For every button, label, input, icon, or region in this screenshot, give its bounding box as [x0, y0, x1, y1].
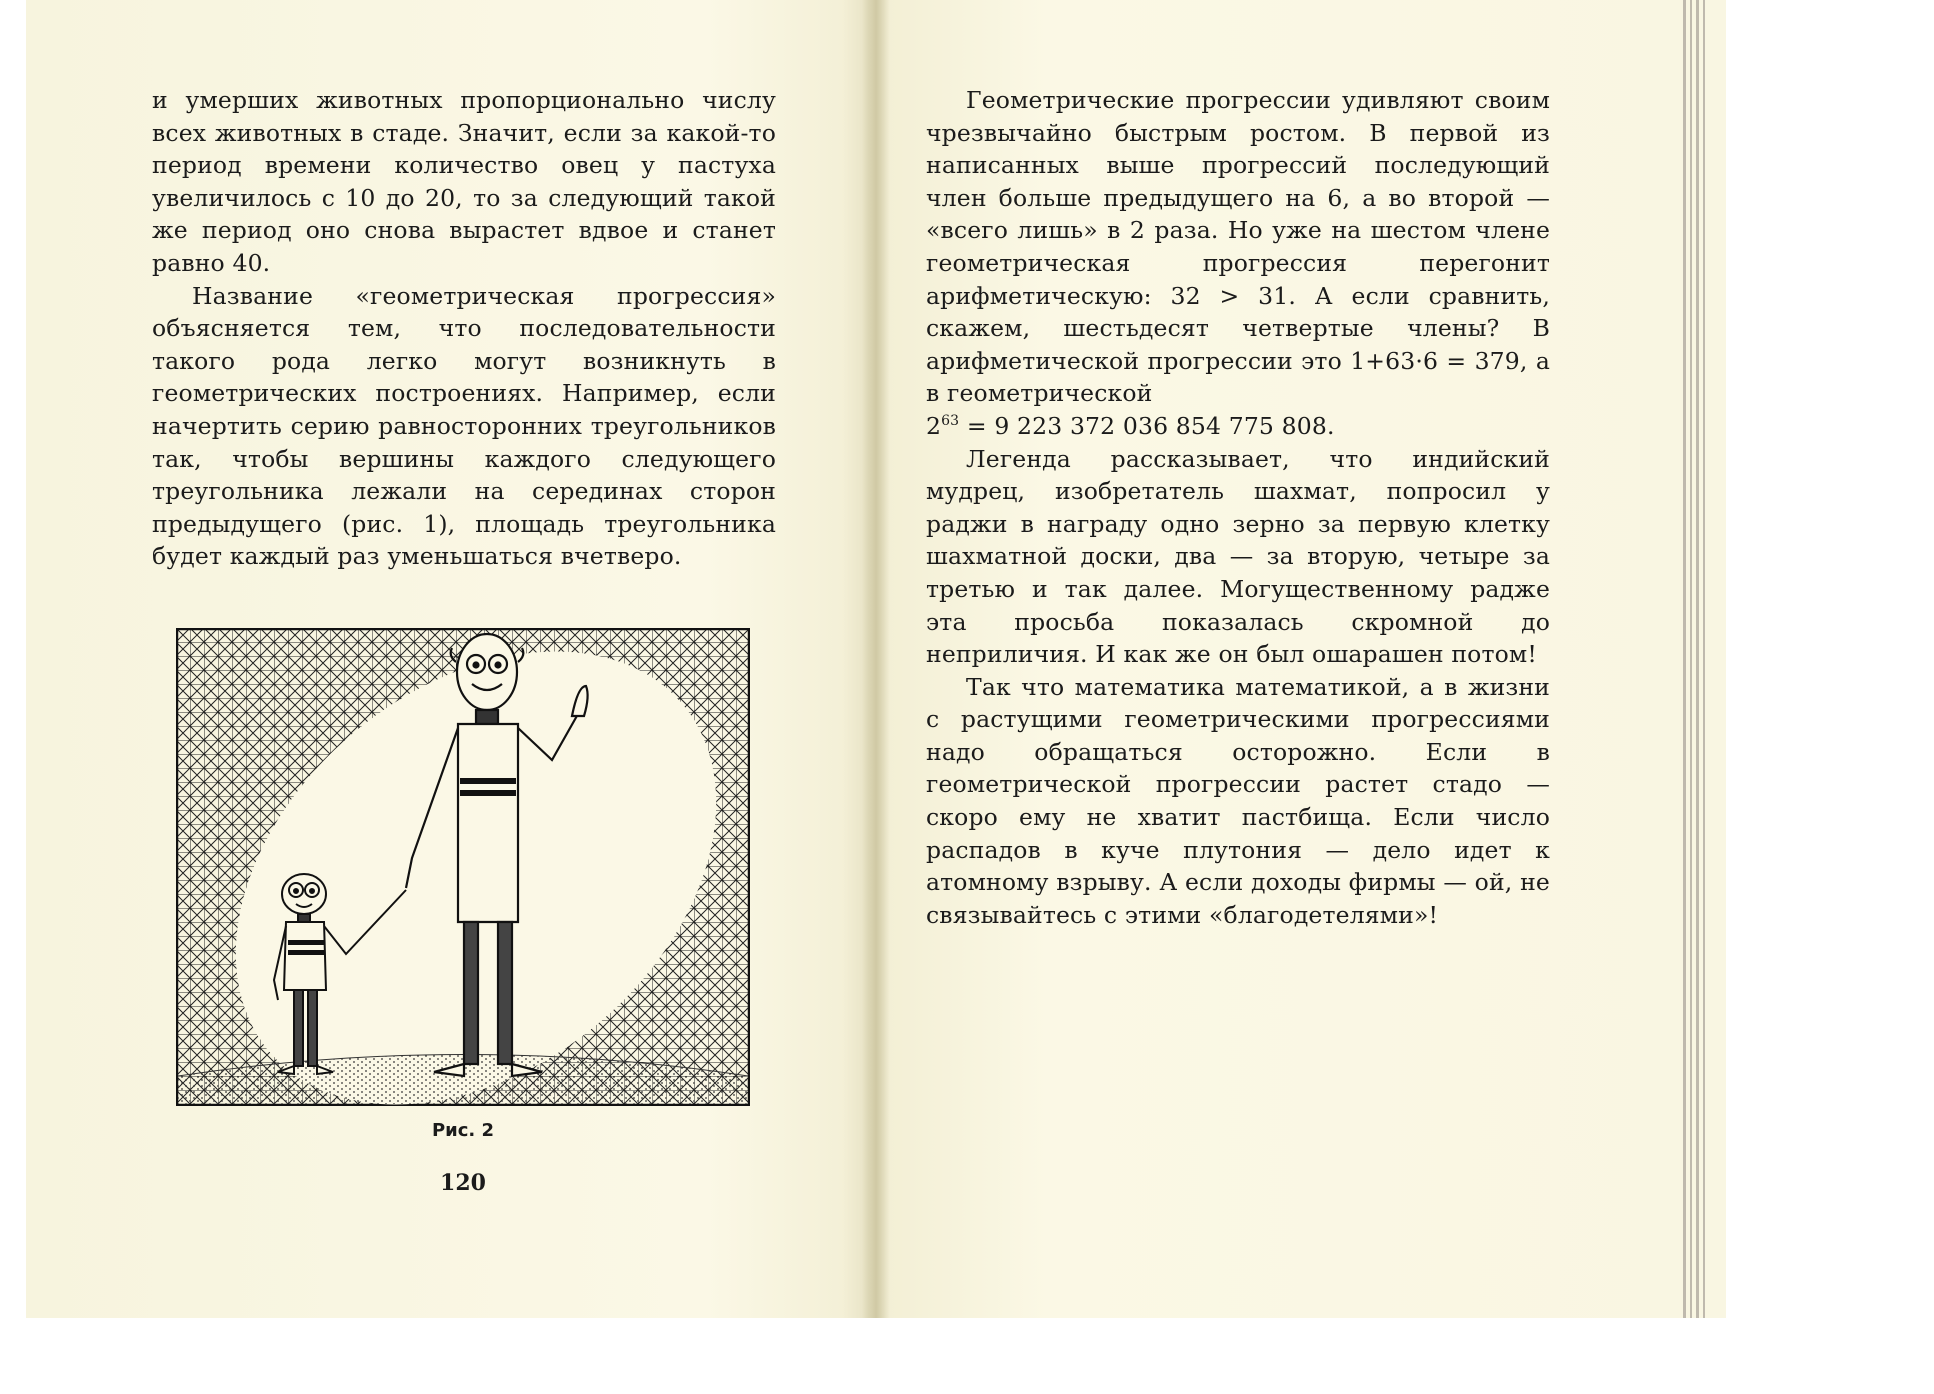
left-paragraph-1: и умерших животных пропорционально числу всех животных в стаде. Значит, если за какой-то период времени количество овец у пастуха увеличилось с 10 до 20, то за следующий такой же период оно снова вырастет вдвое и станет равно 40. [152, 86, 776, 277]
figure-caption: Рис. 2 [431, 1120, 495, 1141]
left-page-text [152, 84, 776, 573]
right-paragraph-3: Так что математика математикой, а в жизни с растущими геометрическими прогрессиями надо обращаться осторожно. Если в геометрической прогрессии растет стадо — скоро ему не хватит пастбища. Если число распадов в куче плутония — дело идет к атомному взрыву. А если доходы фирмы — ой, не связывайтесь с этими «благодетелями»! [926, 672, 1550, 929]
left-paragraph-2: Название «геометрическая прогрессия» объясняется тем, что последовательности такого рода легко могут возникнуть в геометрических построениях. Например, если начертить серию равносторонних треугольников так, чтобы вершины каждого следующего треугольника лежали на серединах сторон предыдущего (рис. 1), площадь треугольника будет каждый раз уменьшаться вчетверо. [152, 281, 776, 571]
page-edge [1690, 0, 1692, 1318]
page-number: 120 [440, 1170, 486, 1196]
page-edge [1696, 0, 1699, 1318]
right-paragraph-1-text: Геометрические прогрессии удивляют своим чрезвычайно быстрым ростом. В первой из написанных выше прогрессий последующий член больше предыдущего на 6, а во второй — «всего лишь» в 2 раза. Но уже на шестом члене геометрическая прогрессия перегонит арифметическую: 32 > 31. А если сравнить, скажем, шестьдесят четвертые члены? В арифметической прогрессии это 1+63·6 = 379, а в геометрической [926, 86, 1550, 408]
page-edge [1683, 0, 1686, 1318]
right-paragraph-1 [926, 84, 1550, 443]
page-edge [1703, 0, 1705, 1318]
power-base: 2 [926, 411, 942, 440]
right-page-text [926, 84, 1550, 931]
power-exponent: 63 [941, 413, 960, 430]
right-paragraph-2: Легенда рассказывает, что индийский мудрец, изобретатель шахмат, попросил у раджи в награду одно зерно за первую клетку шахматной доски, два — за вторую, четыре за третью и так далее. Могущественному радже эта просьба показалась скромной до неприличия. И как же он был ошарашен потом! [926, 444, 1550, 669]
book-gutter [862, 0, 890, 1318]
power-value: = 9 223 372 036 854 775 808. [959, 411, 1335, 440]
figure-illustration [176, 628, 750, 1106]
